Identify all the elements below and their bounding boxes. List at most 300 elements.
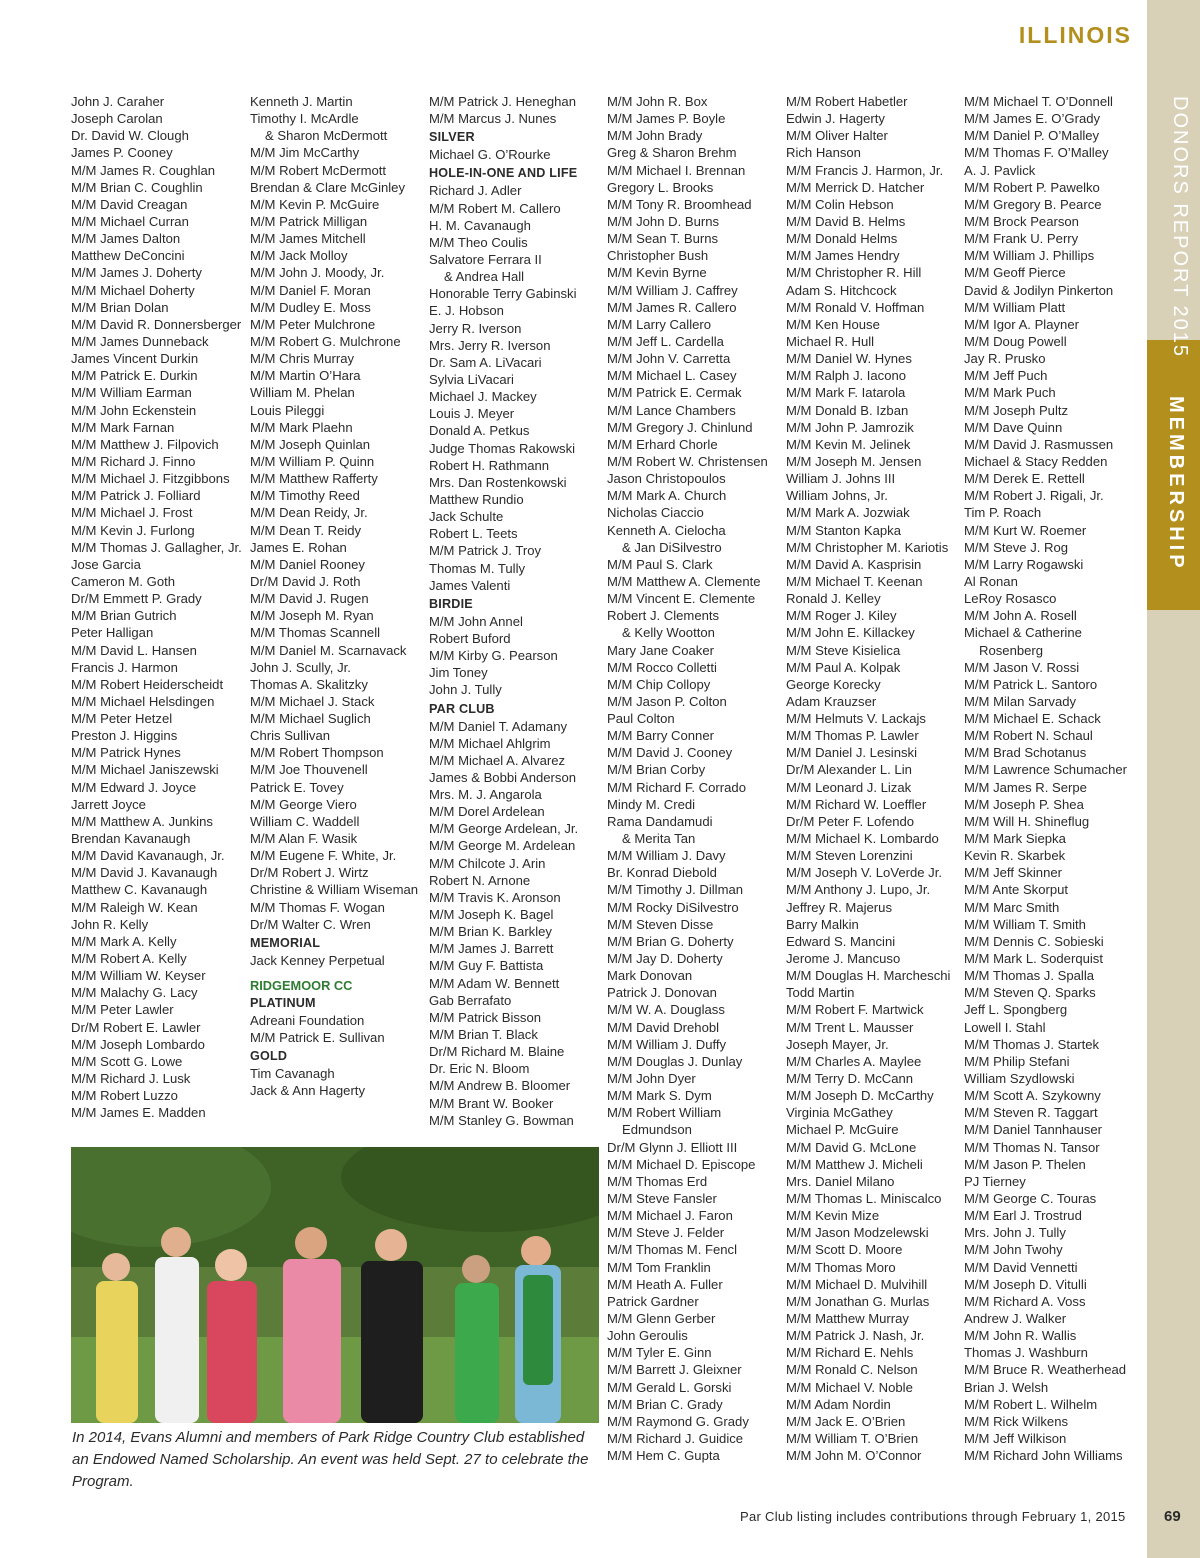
donor-name: M/M James Dunneback (71, 333, 209, 349)
donor-name: M/M Matthew Murray (786, 1310, 909, 1326)
donor-name: M/M George Ardelean, Jr. (429, 821, 579, 837)
donor-name: M/M John D. Burns (607, 213, 720, 229)
donor-name: M/M Steve J. Felder (607, 1225, 725, 1241)
donor-name: Thomas J. Washburn (964, 1345, 1088, 1361)
donor-name: M/M David J. Rugen (250, 591, 369, 607)
donor-name: M/M Daniel T. Adamany (429, 718, 568, 734)
donor-name: Paul Colton (607, 711, 675, 727)
donor-name: M/M Patrick J. Nash, Jr. (786, 1328, 925, 1344)
donor-name: Michael P. McGuire (786, 1122, 899, 1138)
donor-name: M/M Brock Pearson (964, 213, 1079, 229)
donor-name: M/M Thomas M. Fencl (607, 1242, 737, 1258)
donor-name: Dr/M David J. Roth (250, 573, 361, 589)
donor-name: Salvatore Ferrara II (429, 251, 542, 267)
donor-name: John J. Caraher (71, 94, 165, 109)
donor-name: M/M Thomas F. Wogan (250, 899, 385, 915)
donor-name: M/M Gregory J. Chinlund (607, 419, 753, 435)
donor-name: Barry Malkin (786, 916, 859, 932)
donor-name: M/M Igor A. Playner (964, 316, 1079, 332)
donor-name: PJ Tierney (964, 1173, 1026, 1189)
donor-name: M/M Bruce R. Weatherhead (964, 1362, 1127, 1378)
donor-name: M/M John P. Jamrozik (786, 419, 914, 435)
donor-name: M/M John Eckenstein (71, 402, 197, 418)
donor-name: M/M Tony R. Broomhead (607, 196, 752, 212)
donor-name: M/M William J. Phillips (964, 248, 1095, 264)
donor-name: M/M Thomas N. Tansor (964, 1139, 1100, 1155)
donor-name: Brian J. Welsh (964, 1379, 1049, 1395)
donor-name: Gregory L. Brooks (607, 179, 714, 195)
donor-name: M/M Alan F. Wasik (250, 831, 358, 847)
donor-name: M/M Guy F. Battista (429, 958, 544, 974)
donor-name: M/M Dean T. Reidy (250, 522, 362, 538)
donor-name: M/M Thomas Scannell (250, 625, 381, 641)
donor-name: George Korecky (786, 676, 881, 692)
donor-name: M/M Michael D. Mulvihill (786, 1276, 928, 1292)
donor-name: M/M Earl J. Trostrud (964, 1208, 1082, 1224)
donor-name: Louis Pileggi (250, 402, 325, 418)
donor-name: John Geroulis (607, 1328, 688, 1344)
donor-name-continued: & Kelly Wootton (622, 625, 715, 641)
donor-name: M/M Steve J. Rog (964, 539, 1069, 555)
donor-name: M/M Jay D. Doherty (607, 951, 723, 967)
donor-name: M/M David J. Rasmussen (964, 436, 1114, 452)
donor-name: M/M Patrick J. Folliard (71, 488, 201, 504)
donor-name: Tim Cavanagh (250, 1066, 335, 1082)
donor-name: Dr/M Robert E. Lawler (71, 1019, 201, 1035)
donor-name: M/M David J. Cooney (607, 745, 733, 761)
donor-name: M/M John R. Wallis (964, 1328, 1077, 1344)
donor-name: M/M Tom Franklin (607, 1259, 711, 1275)
donor-name: M/M Kevin Byrne (607, 265, 707, 281)
donor-name: M/M Thomas L. Miniscalco (786, 1191, 942, 1206)
donor-name: Edward S. Mancini (786, 933, 896, 949)
donor-name: M/M James Dalton (71, 231, 181, 247)
donor-name: M/M Christopher M. Kariotis (786, 539, 949, 555)
donor-name: M/M James R. Callero (607, 299, 737, 315)
donor-name: James & Bobbi Anderson (429, 769, 577, 785)
state-heading: ILLINOIS (1018, 22, 1132, 48)
donor-name: Jerome J. Mancuso (786, 951, 901, 967)
donor-name: Mary Jane Coaker (607, 642, 714, 658)
donor-name: M/M W. A. Douglass (607, 1002, 725, 1018)
donor-name: John J. Scully, Jr. (250, 659, 351, 675)
donor-name: Michael & Stacy Redden (964, 453, 1108, 469)
donor-name: Lowell I. Stahl (964, 1019, 1046, 1035)
donor-name: M/M Scott G. Lowe (71, 1053, 183, 1069)
donor-name: M/M Vincent E. Clemente (607, 591, 756, 607)
level-heading: SILVER (429, 130, 475, 145)
donor-name: M/M Eugene F. White, Jr. (250, 848, 397, 864)
donor-name: M/M Michael Janiszewski (71, 762, 219, 778)
donor-name: William Johns, Jr. (786, 488, 888, 504)
donor-name: M/M Kirby G. Pearson (429, 648, 558, 664)
donor-name: M/M Joseph D. Vitulli (964, 1276, 1087, 1292)
donor-name: M/M Kurt W. Roemer (964, 522, 1087, 538)
donor-name: M/M Douglas J. Dunlay (607, 1053, 743, 1069)
donor-name: M/M James Hendry (786, 248, 900, 264)
donor-name: M/M Stanton Kapka (786, 522, 901, 538)
donor-name: LeRoy Rosasco (964, 591, 1057, 607)
donor-name: William J. Johns III (786, 471, 896, 487)
footer-note: Par Club listing includes contributions through February 1, 2015 (740, 1509, 1126, 1524)
donor-name: M/M James E. O’Grady (964, 111, 1101, 127)
donor-column-5 (786, 93, 950, 1464)
donor-name: M/M Daniel J. Lesinski (786, 745, 917, 761)
donor-name: M/M Richard F. Corrado (607, 779, 746, 795)
donor-name: Br. Konrad Diebold (607, 865, 717, 881)
donor-name: William M. Phelan (250, 385, 355, 401)
donor-name: M/M Raymond G. Grady (607, 1413, 749, 1429)
donor-name: Mrs. John J. Tully (964, 1225, 1066, 1241)
donor-name: M/M Patrick Milligan (250, 213, 368, 229)
donor-name: M/M David Drehobl (607, 1019, 720, 1035)
donor-name: Dr/M Walter C. Wren (250, 916, 371, 932)
donor-name: M/M Robert M. Callero (429, 200, 561, 216)
donor-name: M/M Steven Q. Sparks (964, 985, 1096, 1001)
donor-name: M/M Geoff Pierce (964, 265, 1066, 281)
donor-name: M/M Thomas Erd (607, 1173, 708, 1189)
donor-name: M/M Patrick J. Heneghan (429, 94, 576, 109)
donor-name: M/M Brian K. Barkley (429, 924, 552, 940)
donor-name: M/M Steven Disse (607, 916, 714, 932)
donor-name: M/M David A. Kasprisin (786, 556, 922, 572)
page-number: 69 (1164, 1508, 1181, 1525)
donor-name: M/M David Creagan (71, 196, 188, 212)
donor-name: Chris Sullivan (250, 728, 331, 744)
donor-name: Dr. Sam A. LiVacari (429, 354, 542, 370)
donor-name: M/M Richard W. Loeffler (786, 796, 927, 812)
donor-name: M/M Robert McDermott (250, 162, 387, 178)
donor-name: M/M George M. Ardelean (429, 838, 576, 854)
donor-name: M/M Thomas Moro (786, 1259, 896, 1275)
donor-name: M/M Jason P. Thelen (964, 1156, 1086, 1172)
donor-name: M/M Mark Puch (964, 385, 1056, 401)
donor-name: Michael J. Mackey (429, 389, 537, 405)
donor-name: M/M Marc Smith (964, 899, 1060, 915)
donor-name: M/M Patrick E. Durkin (71, 368, 198, 384)
donor-name: M/M Ante Skorput (964, 882, 1069, 898)
donor-name: M/M Brad Schotanus (964, 745, 1087, 761)
donor-name: M/M Joseph P. Shea (964, 796, 1084, 812)
donor-name: Joseph Mayer, Jr. (786, 1036, 889, 1052)
donor-name: M/M Ronald V. Hoffman (786, 299, 925, 315)
donor-name: M/M Larry Rogawski (964, 556, 1084, 572)
level-heading: BIRDIE (429, 596, 473, 611)
donor-name: M/M Robert N. Schaul (964, 728, 1093, 744)
donor-name: M/M James J. Barrett (429, 941, 554, 957)
donor-name: M/M Stanley G. Bowman (429, 1112, 574, 1128)
donor-name: M/M Paul S. Clark (607, 556, 713, 572)
donor-name: M/M James R. Coughlan (71, 162, 216, 178)
donor-name: M/M Jonathan G. Murlas (786, 1293, 930, 1309)
donor-name: M/M Robert Thompson (250, 745, 384, 761)
donor-name: David & Jodilyn Pinkerton (964, 282, 1114, 298)
donor-name: M/M Marcus J. Nunes (429, 111, 557, 127)
donor-name: M/M Joseph Lombardo (71, 1036, 205, 1052)
donor-name: Robert N. Arnone (429, 872, 531, 888)
donor-name: M/M Joe Thouvenell (250, 762, 368, 778)
section-label: MEMBERSHIP (1165, 396, 1187, 572)
donor-name-continued: Edmundson (622, 1122, 692, 1138)
donor-name: Cameron M. Goth (71, 573, 176, 589)
donor-name: M/M Michael Doherty (71, 282, 195, 298)
donor-name: M/M Michael Suglich (250, 711, 371, 727)
donor-name: M/M Joseph Pultz (964, 402, 1069, 418)
donor-name: Donald A. Petkus (429, 423, 530, 439)
donor-name: M/M John R. Box (607, 94, 708, 109)
donor-name: Rich Hanson (786, 145, 861, 161)
donor-name: M/M David G. McLone (786, 1139, 917, 1155)
donor-name: M/M Patrick Hynes (71, 745, 181, 761)
donor-name: M/M Joseph M. Jensen (786, 453, 922, 469)
donor-name: M/M Kevin Mize (786, 1208, 880, 1224)
donor-name: M/M Jeff Skinner (964, 865, 1062, 881)
level-heading: HOLE-IN-ONE AND LIFE (429, 166, 578, 181)
donor-name: M/M George Viero (250, 796, 357, 812)
donor-name: M/M Glenn Gerber (607, 1310, 716, 1326)
donor-name: M/M Thomas P. Lawler (786, 728, 919, 744)
donor-name: M/M Robert Luzzo (71, 1088, 178, 1104)
donor-name: M/M Leonard J. Lizak (786, 779, 912, 795)
donor-name: M/M Thomas J. Startek (964, 1036, 1100, 1052)
donor-name: Michael R. Hull (786, 333, 875, 349)
donor-name: Mindy M. Credi (607, 796, 696, 812)
donor-name: Kevin R. Skarbek (964, 848, 1066, 864)
donor-name: M/M Michael J. Frost (71, 505, 193, 521)
donor-name: M/M David J. Kavanaugh (71, 865, 218, 881)
donor-name: Gab Berrafato (429, 992, 512, 1008)
donor-name-continued: & Sharon McDermott (265, 128, 388, 144)
donor-name: M/M Daniel W. Hynes (786, 351, 912, 367)
donor-name: M/M John E. Killackey (786, 625, 915, 641)
donor-name: Honorable Terry Gabinski (429, 286, 577, 302)
donor-name: M/M John Brady (607, 128, 703, 144)
donor-name: Adam Krauzser (786, 693, 877, 709)
donor-name: Richard J. Adler (429, 183, 522, 199)
donor-name: M/M Scott A. Szykowny (964, 1088, 1101, 1104)
donor-name: M/M Rocco Colletti (607, 659, 717, 675)
donor-name: M/M Mark S. Dym (607, 1088, 712, 1104)
donor-name: M/M David Vennetti (964, 1259, 1078, 1275)
donor-name: James Valenti (429, 577, 511, 593)
donor-name: Jarrett Joyce (71, 796, 146, 812)
level-heading: MEMORIAL (250, 935, 321, 950)
donor-name: M/M Larry Callero (607, 316, 712, 332)
donor-name: Timothy I. McArdle (250, 111, 359, 127)
donor-name: M/M Brian Gutrich (71, 608, 177, 624)
donor-name: M/M James R. Serpe (964, 779, 1087, 795)
donor-name: M/M Robert P. Pawelko (964, 179, 1100, 195)
donor-name: M/M John A. Rosell (964, 608, 1077, 624)
donor-name: M/M David B. Helms (786, 213, 906, 229)
donor-name: Dr/M Emmett P. Grady (71, 591, 202, 607)
donor-name: M/M Daniel Rooney (250, 556, 365, 572)
donor-name: M/M Tyler E. Ginn (607, 1345, 712, 1361)
donor-name: M/M Mark Siepka (964, 831, 1066, 847)
donor-name: Matthew C. Kavanaugh (71, 882, 208, 898)
donor-name: John R. Kelly (71, 916, 149, 932)
donor-name: Jerry R. Iverson (429, 320, 522, 336)
donor-name: Mark Donovan (607, 968, 693, 984)
donor-name: M/M Milan Sarvady (964, 693, 1077, 709)
donor-name: M/M Lawrence Schumacher (964, 762, 1128, 778)
donor-name: M/M Michael A. Alvarez (429, 752, 566, 768)
donor-name: M/M Patrick J. Troy (429, 543, 542, 559)
donor-name: Matthew Rundio (429, 491, 524, 507)
donor-name: Kenneth J. Martin (250, 94, 353, 109)
donor-name: Jim Toney (429, 665, 488, 681)
donor-name: M/M Richard J. Guidice (607, 1430, 744, 1446)
donor-name: Jack Kenney Perpetual (250, 952, 385, 968)
club-heading: RIDGEMOOR CC (250, 978, 353, 994)
donor-name: Matthew DeConcini (71, 248, 185, 264)
donor-name: M/M Matthew J. Filpovich (71, 436, 219, 452)
donor-name: M/M Helmuts V. Lackajs (786, 711, 926, 727)
donor-name-continued: Rosenberg (979, 642, 1044, 658)
donor-name: M/M Derek E. Rettell (964, 471, 1085, 487)
donor-name: Robert H. Rathmann (429, 457, 550, 473)
donor-name: Jack & Ann Hagerty (250, 1083, 365, 1099)
donor-name: M/M Timothy Reed (250, 488, 360, 504)
donor-name: M/M James J. Doherty (71, 265, 202, 281)
donor-name: M/M Jeff Puch (964, 368, 1048, 384)
donor-name: Robert Buford (429, 630, 511, 646)
donor-name: M/M Steven R. Taggart (964, 1105, 1098, 1121)
donor-name: M/M Timothy J. Dillman (607, 882, 744, 898)
donor-name: Jay R. Prusko (964, 351, 1046, 367)
donor-name: Adreani Foundation (250, 1013, 365, 1029)
donor-name: M/M William T. Smith (964, 916, 1086, 932)
donor-name: M/M James Mitchell (250, 231, 366, 247)
donor-name: M/M William Earman (71, 385, 192, 401)
donor-name: James E. Rohan (250, 539, 347, 555)
donor-name: Jack Schulte (429, 509, 504, 525)
donor-column-6 (964, 93, 1127, 1464)
donor-name: M/M Colin Hebson (786, 196, 894, 212)
donor-name: Al Ronan (964, 573, 1018, 589)
donor-name: M/M Dorel Ardelean (429, 804, 545, 820)
donor-name: M/M Frank U. Perry (964, 231, 1079, 247)
donor-name: M/M Ken House (786, 316, 880, 332)
donor-name: M/M Jason V. Rossi (964, 659, 1080, 675)
donor-name: M/M Barry Conner (607, 728, 714, 744)
donor-name: M/M Joseph Quinlan (250, 436, 371, 452)
donor-name: Nicholas Ciaccio (607, 505, 704, 521)
donor-name: M/M John Dyer (607, 1071, 696, 1087)
donor-name: M/M Donald Helms (786, 231, 898, 247)
donor-name: M/M Malachy G. Lacy (71, 985, 198, 1001)
donor-name: Dr. David W. Clough (71, 128, 189, 144)
donor-name: M/M William J. Davy (607, 848, 726, 864)
donor-name: Adam S. Hitchcock (786, 282, 897, 298)
donor-name: M/M John Twohy (964, 1242, 1063, 1258)
donor-name: M/M William J. Duffy (607, 1036, 727, 1052)
donor-name: M/M Brian C. Coughlin (71, 179, 203, 195)
donor-name: Rama Dandamudi (607, 813, 713, 829)
donor-name: M/M Robert William (607, 1105, 722, 1121)
donor-name: Todd Martin (786, 985, 855, 1001)
donor-name: M/M Matthew Rafferty (250, 471, 378, 487)
donor-name: M/M Hem C. Gupta (607, 1448, 720, 1464)
level-heading: GOLD (250, 1049, 288, 1064)
donor-name: M/M Brian G. Doherty (607, 933, 734, 949)
donor-name: M/M Charles A. Maylee (786, 1053, 922, 1069)
donor-name: M/M Rick Wilkens (964, 1413, 1069, 1429)
donor-name: M/M Kevin P. McGuire (250, 196, 380, 212)
donor-name: M/M Jason P. Colton (607, 693, 727, 709)
donor-name: M/M Anthony J. Lupo, Jr. (786, 882, 931, 898)
donor-name: M/M William W. Keyser (71, 968, 206, 984)
level-heading: PLATINUM (250, 996, 316, 1011)
donor-name: Dr. Eric N. Bloom (429, 1061, 530, 1077)
donor-name: M/M Joseph D. McCarthy (786, 1088, 934, 1104)
donor-name: M/M Michael K. Lombardo (786, 831, 939, 847)
donor-name: M/M Rocky DiSilvestro (607, 899, 739, 915)
donor-name-continued: & Jan DiSilvestro (622, 539, 722, 555)
donor-name: Thomas M. Tully (429, 560, 526, 576)
donor-name: M/M Brian T. Black (429, 1027, 538, 1043)
donor-name: E. J. Hobson (429, 303, 504, 319)
donor-name: Christine & William Wiseman (250, 882, 419, 898)
donor-name: M/M Kevin J. Furlong (71, 522, 195, 538)
donor-name: M/M Michael V. Noble (786, 1379, 913, 1395)
donor-name: M/M Lance Chambers (607, 402, 736, 418)
donor-name: Louis J. Meyer (429, 406, 515, 422)
donor-name: M/M Joseph K. Bagel (429, 907, 554, 923)
donor-name: M/M Michael T. Keenan (786, 573, 923, 589)
donor-name: Mrs. M. J. Angarola (429, 787, 542, 803)
donor-name: M/M Mark A. Kelly (71, 933, 177, 949)
donor-name: Joseph Carolan (71, 111, 163, 127)
donor-name: M/M Andrew B. Bloomer (429, 1078, 571, 1094)
donor-name: M/M Christopher R. Hill (786, 265, 922, 281)
donor-name: Jeff L. Spongberg (964, 1002, 1068, 1018)
donor-column-1 (71, 93, 242, 1121)
donor-name: M/M Trent L. Mausser (786, 1019, 914, 1035)
donor-name: M/M Patrick Bisson (429, 1009, 542, 1025)
donor-name: M/M Mark Farnan (71, 419, 175, 435)
donor-name: M/M Robert J. Rigali, Jr. (964, 488, 1104, 504)
donor-name: M/M James E. Madden (71, 1105, 206, 1121)
donor-name: M/M Donald B. Izban (786, 402, 909, 418)
donor-name: M/M Dean Reidy, Jr. (250, 505, 368, 521)
donor-name: M/M Joseph M. Ryan (250, 608, 374, 624)
donor-name: Ronald J. Kelley (786, 591, 881, 607)
donor-name: Jose Garcia (71, 556, 141, 572)
donor-name: M/M John Annel (429, 613, 523, 629)
donor-column-2 (250, 93, 418, 1100)
donor-name: M/M Peter Lawler (71, 1002, 174, 1018)
donor-name: M/M Chip Collopy (607, 676, 711, 692)
donor-name: M/M Thomas F. O’Malley (964, 145, 1109, 161)
donor-name-continued: & Andrea Hall (444, 269, 525, 285)
donor-name: M/M Richard John Williams (964, 1448, 1123, 1464)
donor-name: M/M William P. Quinn (250, 453, 375, 469)
donor-name: M/M Daniel F. Moran (250, 282, 371, 298)
donor-name: M/M Francis J. Harmon, Jr. (786, 162, 944, 178)
donor-name: M/M Michael L. Casey (607, 368, 737, 384)
donor-name: John J. Tully (429, 682, 502, 698)
donor-name: M/M Mark F. Iatarola (786, 385, 906, 401)
donor-name: M/M Merrick D. Hatcher (786, 179, 925, 195)
donor-name: M/M Kevin M. Jelinek (786, 436, 911, 452)
donor-name: M/M James P. Boyle (607, 111, 726, 127)
donor-name: Dr/M Richard M. Blaine (429, 1044, 565, 1060)
donor-name: Robert L. Teets (429, 526, 518, 542)
donor-name: M/M Joseph V. LoVerde Jr. (786, 865, 942, 881)
donor-name: M/M Michael J. Faron (607, 1208, 733, 1224)
donor-name: M/M Doug Powell (964, 333, 1067, 349)
